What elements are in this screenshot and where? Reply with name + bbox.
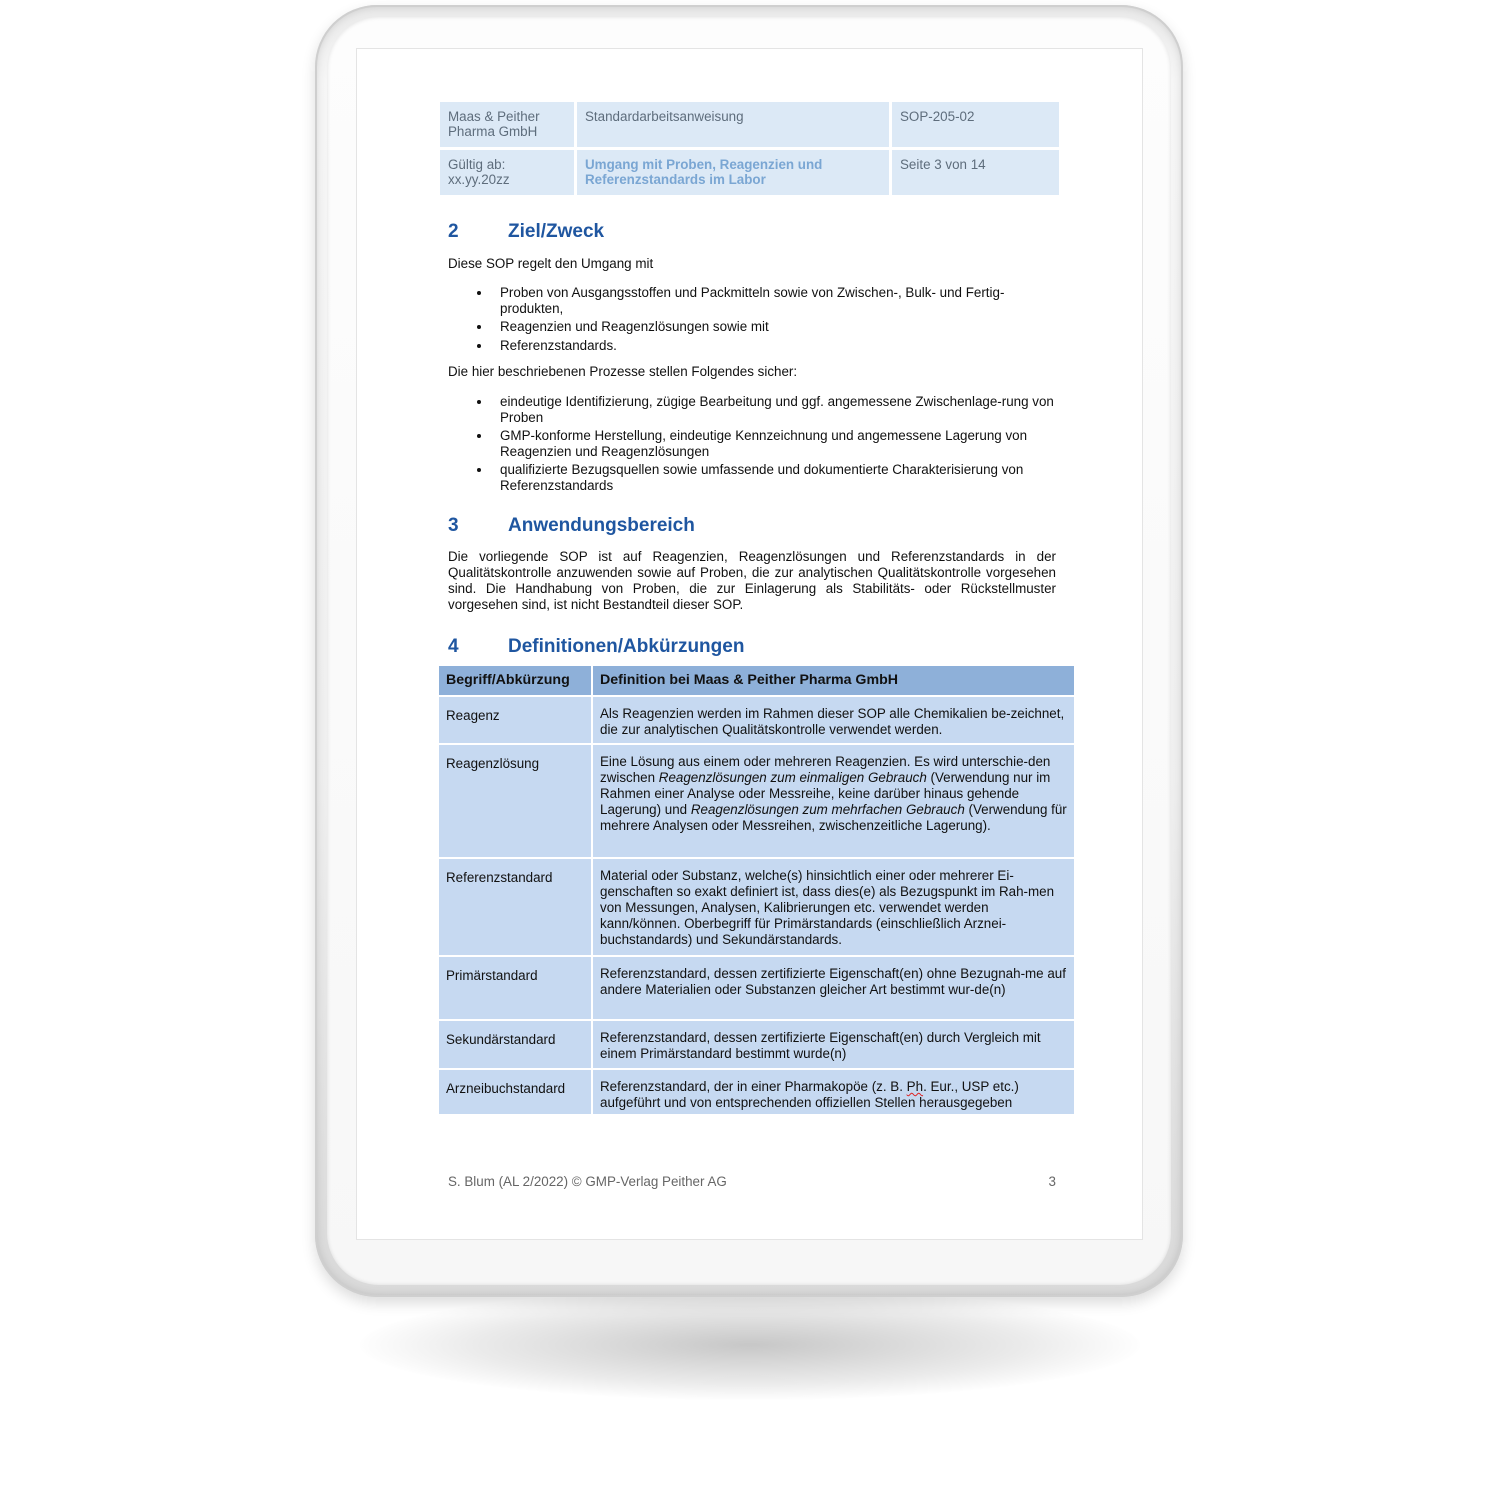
tablet-screen bbox=[357, 49, 1142, 1239]
section-4-number: 4 bbox=[448, 636, 459, 657]
table-row bbox=[439, 859, 1074, 955]
section-2-title: Ziel/Zweck bbox=[508, 221, 605, 242]
footer-copyright: S. Blum (AL 2/2022) © GMP-Verlag Peither AG bbox=[448, 1174, 727, 1189]
definitions-table bbox=[439, 666, 1074, 1114]
section-3-number: 3 bbox=[448, 515, 459, 536]
table-row bbox=[439, 1021, 1074, 1068]
term-cell: Sekundärstandard bbox=[439, 1021, 591, 1068]
table-header-row bbox=[439, 666, 1074, 695]
section-4-title: Definitionen/Abkürzungen bbox=[508, 636, 745, 657]
section-2-list-1 bbox=[448, 285, 1056, 356]
section-2-heading bbox=[448, 221, 604, 243]
section-3-title: Anwendungsbereich bbox=[508, 515, 695, 536]
header-valid-from: Gültig ab: xx.yy.20zz bbox=[440, 150, 574, 195]
header-title: Umgang mit Proben, Reagenzien und Referenzstandards im Labor bbox=[577, 150, 889, 195]
column-header-term: Begriff/Abkürzung bbox=[439, 666, 591, 695]
section-2-number: 2 bbox=[448, 221, 459, 242]
list-item: qualifizierte Bezugsquellen sowie umfassende und dokumentierte Charakterisierung von Referenzstandards bbox=[448, 462, 1056, 493]
header-doc-number: SOP-205-02 bbox=[892, 102, 1059, 147]
definition-text: . Eur., USP etc.) aufgeführt und von entsprechenden offiziellen Stellen herausgegeben bbox=[600, 1079, 1019, 1110]
list-item: Referenzstandards. bbox=[448, 338, 1056, 354]
definition-text: (Verwendung nur im Rahmen einer Analyse oder Messreihe, keine darüber hinaus gehende Lagerung) und bbox=[600, 770, 1051, 817]
column-header-definition: Definition bei Maas & Peither Pharma GmbH bbox=[593, 666, 1074, 695]
document-page bbox=[357, 49, 1142, 1239]
list-item: GMP-konforme Herstellung, eindeutige Kennzeichnung und angemessene Lagerung von Reagenzien und Reagenzlösungen bbox=[448, 428, 1056, 459]
definition-cell bbox=[593, 745, 1074, 857]
page-footer bbox=[448, 1174, 1056, 1189]
definition-cell: Als Reagenzien werden im Rahmen dieser SOP alle Chemikalien be-zeichnet, die zur analytischen Qualitätskontrolle verwendet werden. bbox=[593, 697, 1074, 743]
list-item: eindeutige Identifizierung, zügige Bearbeitung und ggf. angemessene Zwischenlage-rung von Proben bbox=[448, 394, 1056, 425]
definition-text: (Verwendung für mehrere Analysen oder Messreihen, zwischenzeitliche Lagerung). bbox=[600, 802, 1067, 833]
table-row bbox=[439, 957, 1074, 1019]
header-company: Maas & Peither Pharma GmbH bbox=[440, 102, 574, 147]
list-item: Reagenzien und Reagenzlösungen sowie mit bbox=[448, 319, 1056, 335]
definition-cell: Material oder Substanz, welche(s) hinsichtlich einer oder mehrerer Ei-genschaften so exakt definiert ist, dass dies(e) als Bezugspunkt im Rah-men von Messungen, Analysen, Kalibrierungen etc. verwendet werden kann/können. Oberbegriff für Primärstandards (einschließlich Arznei-buchstandards) und Sekundärstandards. bbox=[593, 859, 1074, 955]
footer-page-number: 3 bbox=[1048, 1174, 1056, 1189]
definition-cell: Referenzstandard, dessen zertifizierte Eigenschaft(en) durch Vergleich mit einem Primärstandard bestimmt wurde(n) bbox=[593, 1021, 1074, 1068]
term-cell: Arzneibuchstandard bbox=[439, 1070, 591, 1114]
device-shadow bbox=[360, 1290, 1140, 1400]
table-row bbox=[439, 1070, 1074, 1114]
term-cell: Primärstandard bbox=[439, 957, 591, 1019]
term-cell: Reagenz bbox=[439, 697, 591, 743]
table-row bbox=[439, 697, 1074, 743]
section-3-text: Die vorliegende SOP ist auf Reagenzien, Reagenzlösungen und Referenzstandards in der Qualitätskontrolle anzuwenden sowie auf Proben, die zur analytischen Qualitätskontrolle vorgesehen sind. Die Handhabung von Proben, die zur Einlagerung als Stabilitäts- oder Rückstellmuster vorgesehen sind, ist nicht Bestandteil dieser SOP. bbox=[448, 549, 1056, 612]
spellcheck-marked-text: Ph bbox=[906, 1079, 924, 1094]
section-3-heading bbox=[448, 515, 695, 537]
list-item: Proben von Ausgangsstoffen und Packmitteln sowie von Zwischen-, Bulk- und Fertig-produkten, bbox=[448, 285, 1056, 316]
header-doc-type: Standardarbeitsanweisung bbox=[577, 102, 889, 147]
section-2-lead: Die hier beschriebenen Prozesse stellen Folgendes sicher: bbox=[448, 364, 798, 379]
definition-cell bbox=[593, 1070, 1074, 1114]
definition-italic-text: Reagenzlösungen zum mehrfachen Gebrauch bbox=[690, 802, 965, 817]
definition-text: Eine Lösung aus einem oder mehreren Reagenzien. Es wird unterschie-den zwischen bbox=[600, 754, 1051, 785]
tablet-frame bbox=[315, 5, 1183, 1297]
section-2-list-2 bbox=[448, 394, 1056, 496]
table-row bbox=[439, 745, 1074, 857]
document-header-table bbox=[440, 102, 1059, 195]
definition-italic-text: Reagenzlösungen zum einmaligen Gebrauch bbox=[658, 770, 927, 785]
term-cell: Referenzstandard bbox=[439, 859, 591, 955]
term-cell: Reagenzlösung bbox=[439, 745, 591, 857]
header-page-info: Seite 3 von 14 bbox=[892, 150, 1059, 195]
definition-cell: Referenzstandard, dessen zertifizierte Eigenschaft(en) ohne Bezugnah-me auf andere Materialien oder Substanzen gleicher Art bestimmt wur-de(n) bbox=[593, 957, 1074, 1019]
section-4-heading bbox=[448, 636, 744, 658]
definition-text: Referenzstandard, der in einer Pharmakopöe (z. B. bbox=[600, 1079, 907, 1094]
section-2-intro: Diese SOP regelt den Umgang mit bbox=[448, 256, 654, 271]
